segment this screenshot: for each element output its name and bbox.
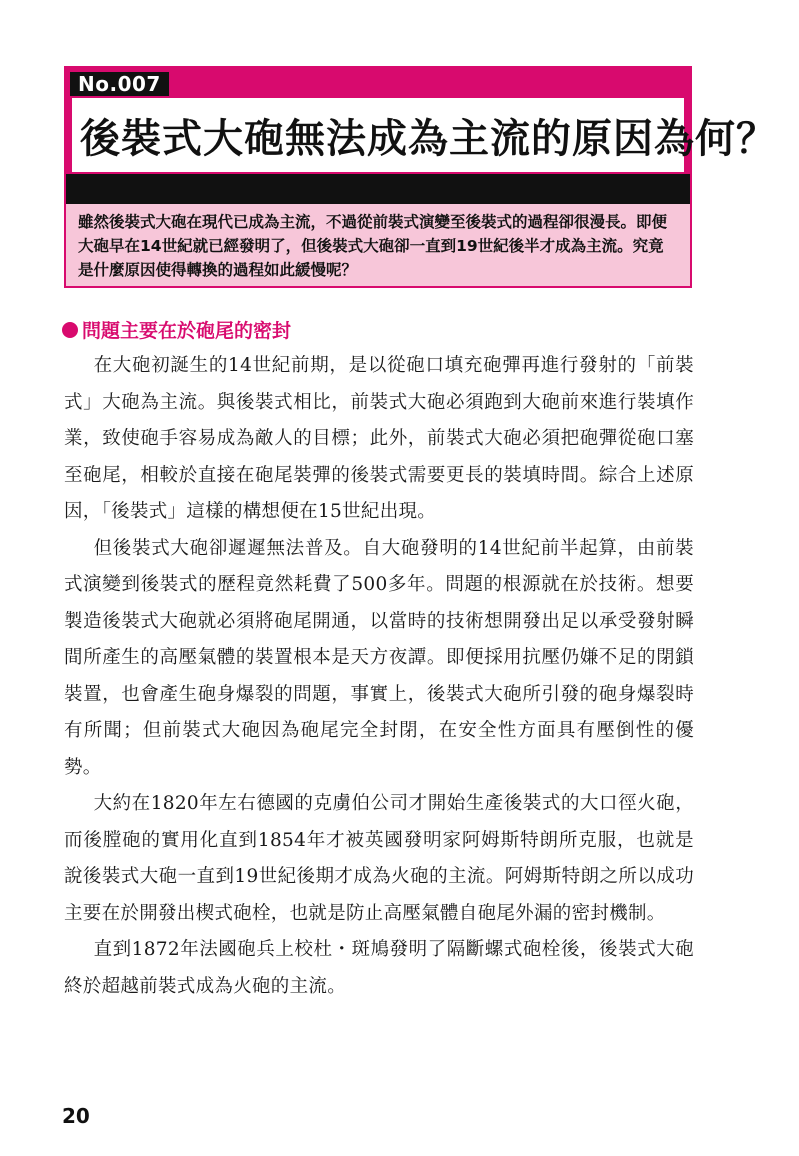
section-heading-text: 問題主要在於砲尾的密封: [82, 320, 292, 342]
title-container: [72, 98, 777, 172]
page-title: 後裝式大砲無法成為主流的原因為何？: [80, 115, 777, 162]
body-paragraph-3: 大約在1820年左右德國的克虜伯公司才開始生產後裝式的大口徑火砲，而後膛砲的實用化直到1854年才被英國發明家阿姆斯特朗所克服，也就是說後裝式大砲一直到19世紀後期才成為火砲的主流。阿姆斯特朗之所以成功主要在於開發出楔式砲栓，也就是防止高壓氣體自砲尾外漏的密封機制。: [64, 793, 694, 924]
article-number-label: No.007: [70, 72, 169, 96]
article-body: [64, 348, 694, 1005]
section-heading: [62, 316, 291, 343]
bullet-icon: [62, 322, 78, 338]
summary-box: 雖然後裝式大砲在現代已成為主流，不過從前裝式演變至後裝式的過程卻很漫長。即便大砲早在14世紀就已經發明了，但後裝式大砲卻一直到19世紀後半才成為主流。究竟是什麼原因使得轉換的過程如此緩慢呢？: [66, 204, 690, 286]
body-paragraph-4: 直到1872年法國砲兵上校杜・斑鳩發明了隔斷螺式砲栓後，後裝式大砲終於超越前裝式成為火砲的主流。: [64, 939, 694, 997]
body-paragraph-1: 在大砲初誕生的14世紀前期，是以從砲口填充砲彈再進行發射的「前裝式」大砲為主流。與後裝式相比，前裝式大砲必須跑到大砲前來進行裝填作業，致使砲手容易成為敵人的目標；此外，前裝式大砲必須把砲彈從砲口塞至砲尾，相較於直接在砲尾裝彈的後裝式需要更長的裝填時間。綜合上述原因，「後裝式」這樣的構想便在15世紀出現。: [64, 355, 694, 522]
page-number: 20: [62, 1104, 90, 1128]
body-paragraph-2: 但後裝式大砲卻遲遲無法普及。自大砲發明的14世紀前半起算，由前裝式演變到後裝式的歷程竟然耗費了500多年。問題的根源就在於技術。想要製造後裝式大砲就必須將砲尾開通，以當時的技術想開發出足以承受發射瞬間所產生的高壓氣體的裝置根本是天方夜譚。即便採用抗壓仍嫌不足的閉鎖裝置，也會產生砲身爆裂的問題，事實上，後裝式大砲所引發的砲身爆裂時有所聞；但前裝式大砲因為砲尾完全封閉，在安全性方面具有壓倒性的優勢。: [64, 537, 694, 778]
header-divider-band: [66, 174, 690, 204]
article-header: [64, 66, 777, 288]
